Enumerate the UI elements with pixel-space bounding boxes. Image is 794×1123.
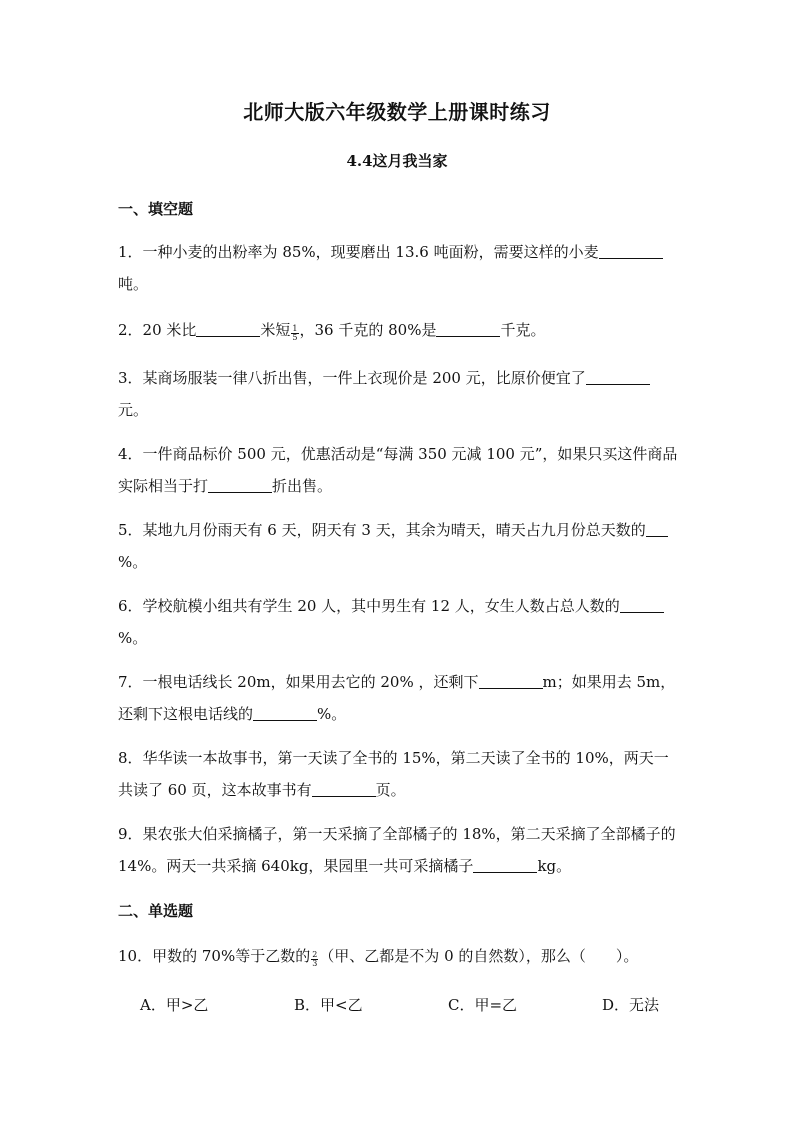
question-2-text-2: 米短 bbox=[260, 321, 291, 339]
answer-blank bbox=[208, 474, 272, 493]
question-6-unit: %。 bbox=[118, 629, 148, 647]
question-6-text: 6．学校航模小组共有学生 20 人，其中男生有 12 人，女生人数占总人数的 bbox=[118, 597, 620, 615]
question-2-text: 2．20 米比 bbox=[118, 321, 197, 339]
answer-blank bbox=[473, 854, 537, 873]
question-6 bbox=[118, 590, 678, 654]
question-5-unit: %。 bbox=[118, 553, 148, 571]
question-8-text: 8．华华读一本故事书，第一天读了全书的 15%，第二天读了全书的 10%，两天一共读了 60 页，这本故事书有 bbox=[118, 749, 669, 799]
question-3-unit: 元。 bbox=[118, 401, 149, 419]
question-5-text: 5．某地九月份雨天有 6 天，阴天有 3 天，其余为晴天，晴天占九月份总天数的 bbox=[118, 521, 646, 539]
page-subtitle: 4.4这月我当家 bbox=[346, 152, 448, 170]
question-4-unit: 折出售。 bbox=[272, 477, 333, 495]
option-a: A．甲>乙 bbox=[140, 996, 209, 1014]
question-4-text: 4．一件商品标价 500 元，优惠活动是“每满 350 元减 100 元”，如果只买这件商品实际相当于打 bbox=[118, 445, 678, 495]
question-5 bbox=[118, 514, 678, 578]
question-2-unit: 千克。 bbox=[500, 321, 546, 339]
fraction-denominator: 3 bbox=[312, 959, 318, 968]
question-9-unit: kg。 bbox=[537, 857, 572, 875]
answer-blank bbox=[312, 778, 376, 797]
fraction-two-thirds bbox=[311, 951, 318, 968]
answer-blank bbox=[646, 518, 668, 537]
answer-blank bbox=[586, 366, 650, 385]
option-b: B．甲<乙 bbox=[294, 996, 363, 1014]
answer-blank bbox=[479, 670, 543, 689]
section-heading-fill-in: 一、填空题 bbox=[118, 200, 194, 218]
question-10-text: 10．甲数的 70%等于乙数的 bbox=[118, 947, 311, 965]
question-10 bbox=[118, 940, 678, 972]
fraction-denominator: 5 bbox=[292, 333, 298, 342]
question-9-text: 9．果农张大伯采摘橘子，第一天采摘了全部橘子的 18%，第二天采摘了全部橘子的 14%。两天一共采摘 640kg，果园里一共可采摘橘子 bbox=[118, 825, 676, 875]
question-8 bbox=[118, 742, 678, 806]
question-2-text-3: ，36 千克的 80%是 bbox=[299, 321, 437, 339]
question-1-unit: 吨。 bbox=[118, 275, 149, 293]
option-d: D．无法 bbox=[602, 996, 660, 1014]
answer-blank bbox=[436, 318, 500, 337]
fraction-numerator: 2 bbox=[312, 950, 318, 959]
question-3 bbox=[118, 362, 678, 426]
answer-blank bbox=[253, 702, 317, 721]
fraction-one-fifth bbox=[291, 325, 298, 342]
question-4 bbox=[118, 438, 678, 502]
question-1 bbox=[118, 236, 678, 300]
answer-blank bbox=[196, 318, 260, 337]
page-title: 北师大版六年级数学上册课时练习 bbox=[243, 100, 551, 124]
question-7-unit: %。 bbox=[317, 705, 347, 723]
question-7-text-2: m；如果用去 5m，还剩下这根电话线的 bbox=[118, 673, 676, 723]
option-c: C．甲=乙 bbox=[448, 996, 518, 1014]
question-3-text: 3．某商场服装一律八折出售，一件上衣现价是 200 元，比原价便宜了 bbox=[118, 369, 586, 387]
question-2 bbox=[118, 314, 678, 346]
question-7 bbox=[118, 666, 678, 730]
answer-blank bbox=[620, 594, 664, 613]
question-9 bbox=[118, 818, 678, 882]
section-heading-single-choice: 二、单选题 bbox=[118, 902, 194, 920]
question-10-text-2: （甲、乙都是不为 0 的自然数），那么（ ）。 bbox=[319, 947, 639, 965]
question-8-unit: 页。 bbox=[375, 781, 406, 799]
fraction-numerator: 1 bbox=[292, 324, 298, 333]
question-1-text: 1．一种小麦的出粉率为 85%，现要磨出 13.6 吨面粉，需要这样的小麦 bbox=[118, 243, 599, 261]
question-7-text: 7．一根电话线长 20m，如果用去它的 20% ，还剩下 bbox=[118, 673, 479, 691]
answer-blank bbox=[599, 240, 663, 259]
